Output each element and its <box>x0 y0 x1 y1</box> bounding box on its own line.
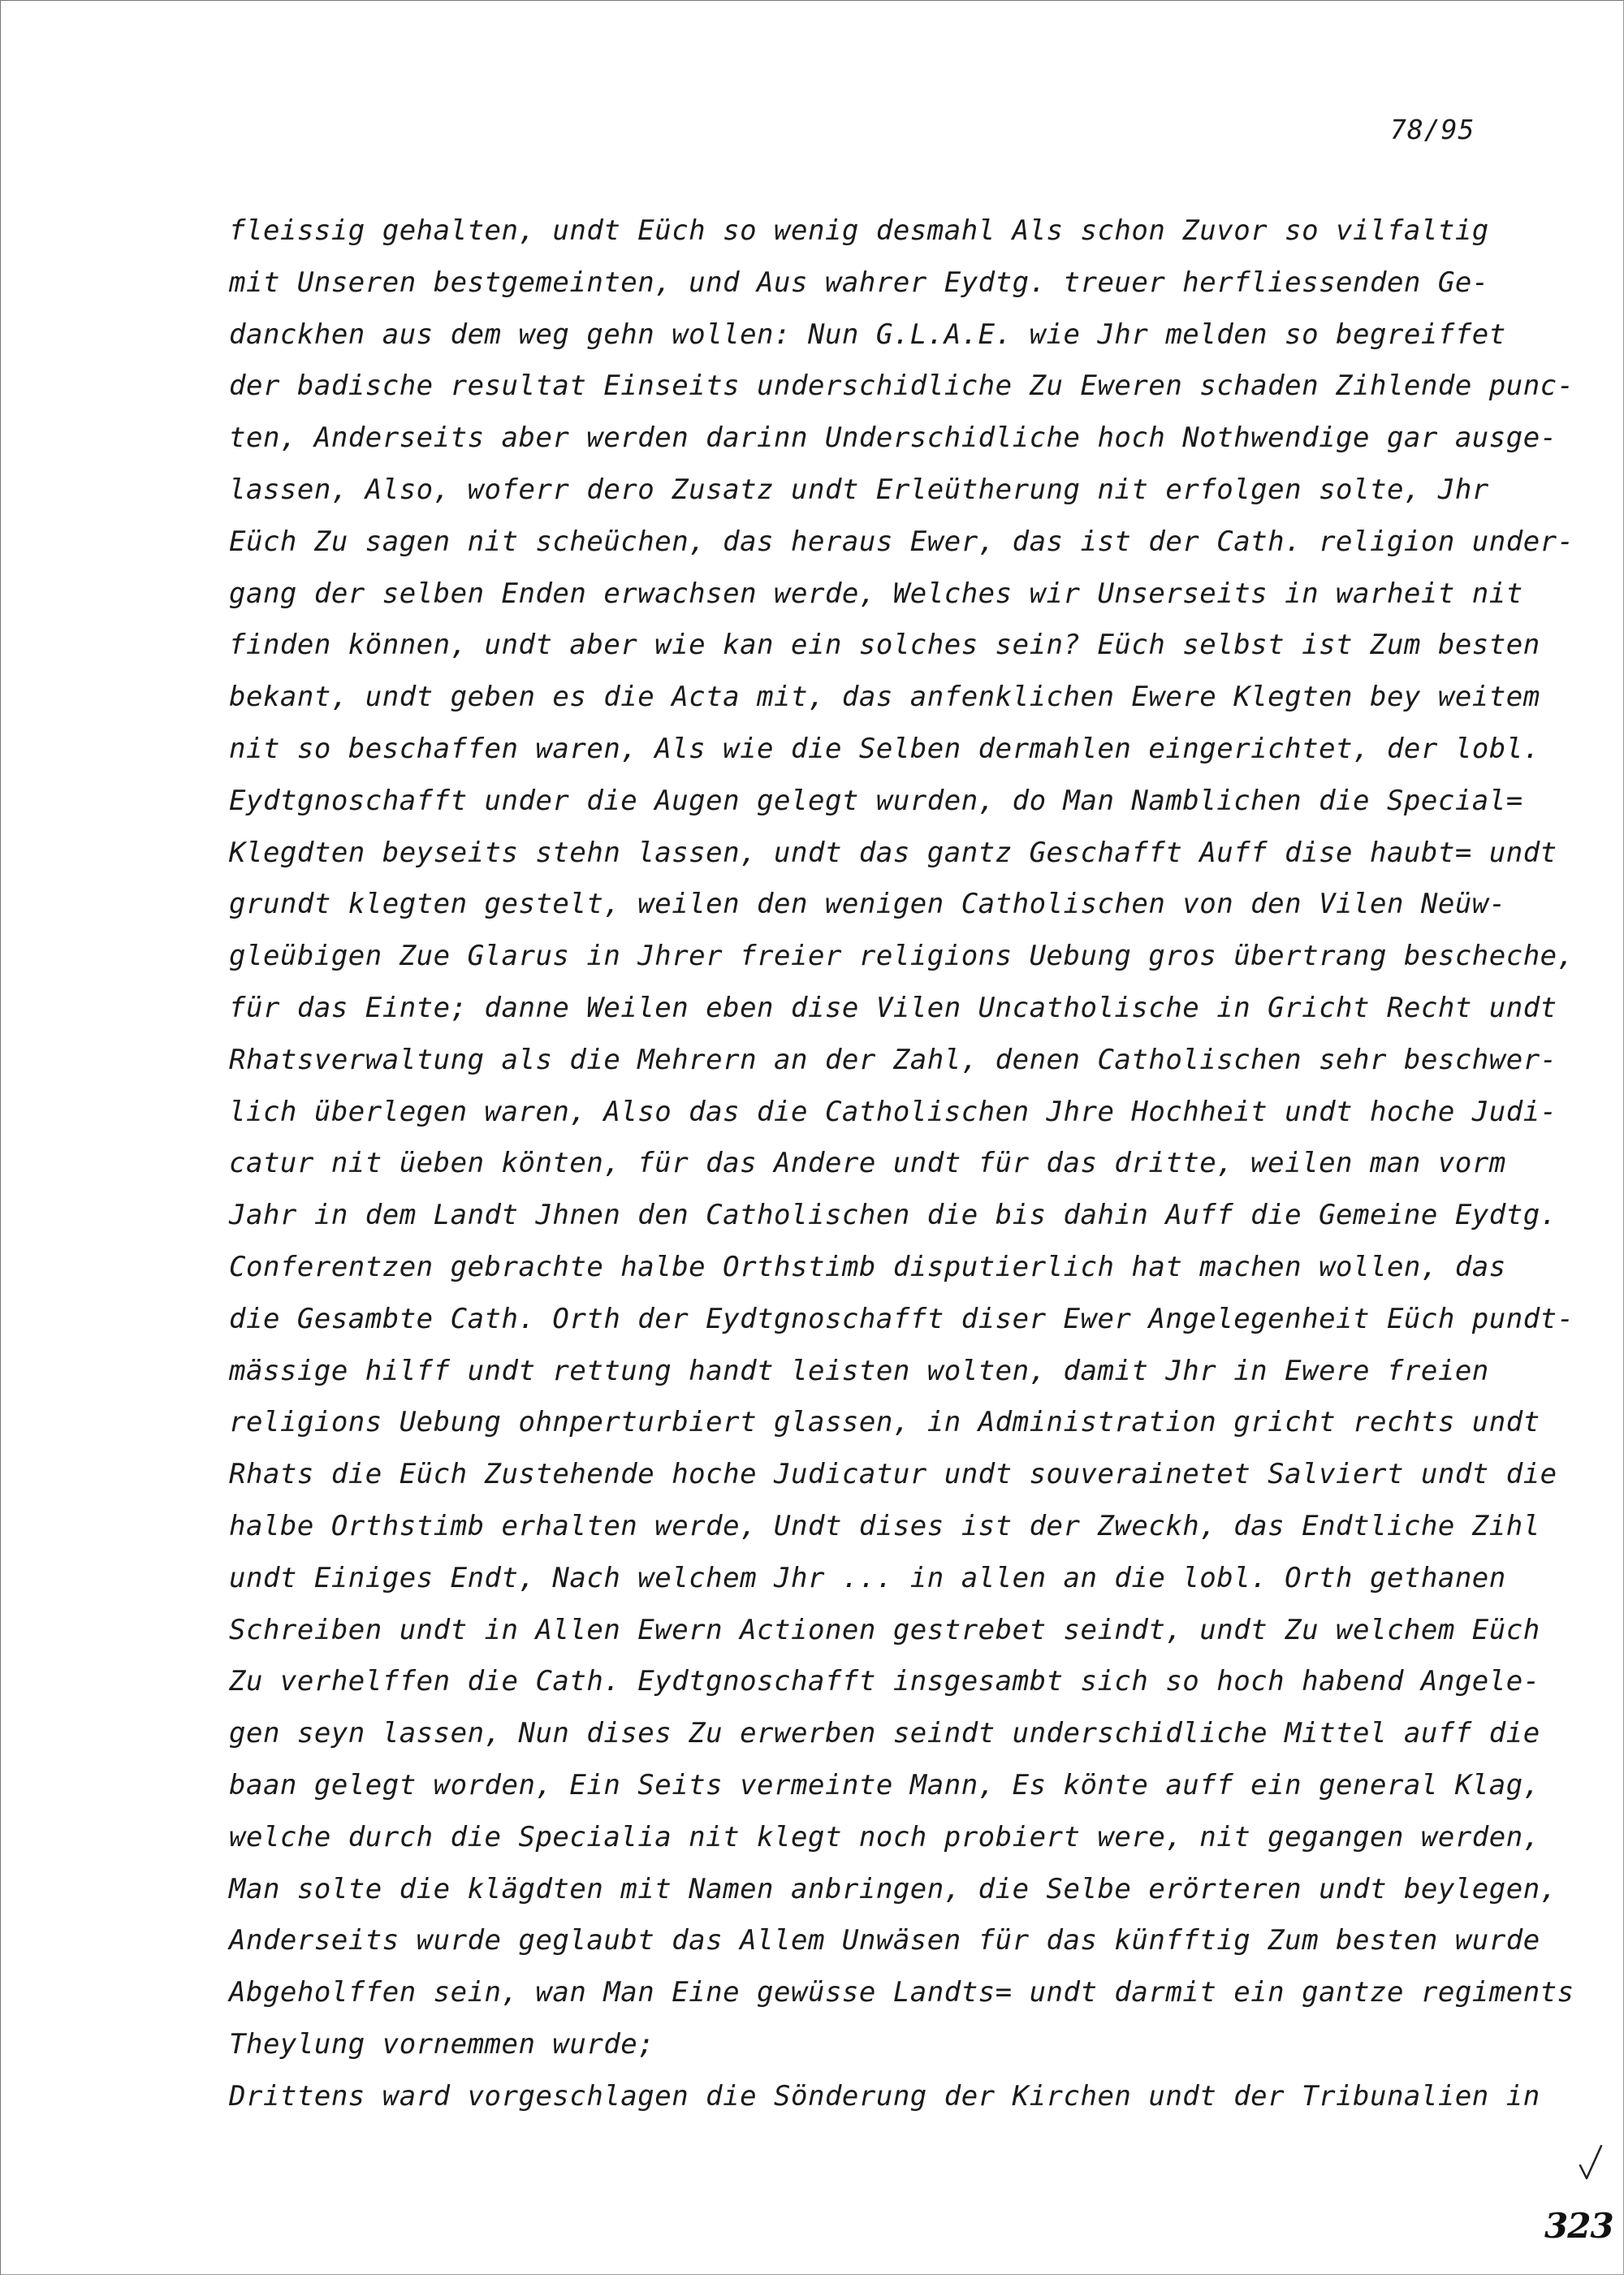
text-line: halbe Orthstimb erhalten werde, Undt dises ist der Zweckh, das Endtliche Zihl <box>229 1509 1540 1542</box>
text-line: lich überlegen waren, Also das die Catholischen Jhre Hochheit undt hoche Judi- <box>229 1095 1557 1128</box>
text-line: Man solte die klägdten mit Namen anbringen, die Selbe erörteren undt beylegen, <box>229 1872 1557 1905</box>
text-line: der badische resultat Einseits underschidliche Zu Eweren schaden Zihlende punc- <box>229 370 1574 403</box>
text-line: fleissig gehalten, undt Eüch so wenig desmahl Als schon Zuvor so vilfaltig <box>229 214 1489 247</box>
text-line: Rhatsverwaltung als die Mehrern an der Zahl, denen Catholischen sehr beschwer- <box>229 1043 1557 1076</box>
checkmark-icon <box>1577 2143 1605 2183</box>
text-line: nit so beschaffen waren, Als wie die Selben dermahlen eingerichtet, der lobl. <box>229 732 1540 765</box>
text-line: Eüch Zu sagen nit scheüchen, das heraus Ewer, das ist der Cath. religion under- <box>229 525 1574 558</box>
text-line: welche durch die Specialia nit klegt noch probiert were, nit gegangen werden, <box>229 1820 1540 1853</box>
text-line: Rhats die Eüch Zustehende hoche Judicatur undt souverainetet Salviert undt die <box>229 1458 1557 1491</box>
text-line: gang der selben Enden erwachsen werde, Welches wir Unserseits in warheit nit <box>229 577 1523 610</box>
text-line: Theylung vornemmen wurde; <box>229 2027 655 2061</box>
text-line: danckhen aus dem weg gehn wollen: Nun G.L.A.E. wie Jhr melden so begreiffet <box>229 318 1506 351</box>
text-line: finden können, undt aber wie kan ein solches sein? Eüch selbst ist Zum besten <box>229 629 1540 662</box>
text-line: undt Einiges Endt, Nach welchem Jhr ... in allen an die lobl. Orth gethanen <box>229 1561 1506 1594</box>
text-line: grundt klegten gestelt, weilen den wenigen Catholischen von den Vilen Neüw- <box>229 888 1506 921</box>
document-body <box>229 205 1574 2122</box>
text-line: baan gelegt worden, Ein Seits vermeinte Mann, Es könte auff ein general Klag, <box>229 1768 1540 1801</box>
text-line: lassen, Also, woferr dero Zusatz undt Erleütherung nit erfolgen solte, Jhr <box>229 473 1489 506</box>
text-line: mässige hilff undt rettung handt leisten wolten, damit Jhr in Ewere freien <box>229 1354 1489 1387</box>
text-line: Drittens ward vorgeschlagen die Sönderung der Kirchen undt der Tribunalien in <box>229 2079 1540 2113</box>
text-line: Anderseits wurde geglaubt das Allem Unwäsen für das künfftig Zum besten wurde <box>229 1924 1540 1957</box>
text-line: gleübigen Zue Glarus in Jhrer freier religions Uebung gros übertrang bescheche, <box>229 940 1574 973</box>
text-line: für das Einte; danne Weilen eben dise Vilen Uncatholische in Gricht Recht undt <box>229 991 1557 1024</box>
text-line: Schreiben undt in Allen Ewern Actionen gestrebet seindt, undt Zu welchem Eüch <box>229 1613 1540 1646</box>
text-line: Jahr in dem Landt Jhnen den Catholischen die bis dahin Auff die Gemeine Eydtg. <box>229 1199 1557 1232</box>
text-line: gen seyn lassen, Nun dises Zu erwerben seindt underschidliche Mittel auff die <box>229 1717 1540 1750</box>
page-number: 78/95 <box>1390 114 1475 145</box>
stamp-number: 323 <box>1544 2206 1613 2246</box>
text-line: bekant, undt geben es die Acta mit, das anfenklichen Ewere Klegten bey weitem <box>229 681 1540 714</box>
text-line: Zu verhelffen die Cath. Eydtgnoschafft insgesambt sich so hoch habend Angele- <box>229 1665 1540 1698</box>
text-line: Klegdten beyseits stehn lassen, undt das gantz Geschafft Auff dise haubt= undt <box>229 836 1557 869</box>
text-line: religions Uebung ohnperturbiert glassen, in Administration gricht rechts undt <box>229 1406 1540 1439</box>
text-line: die Gesambte Cath. Orth der Eydtgnoschafft diser Ewer Angelegenheit Eüch pundt- <box>229 1302 1574 1335</box>
text-line: Abgeholffen sein, wan Man Eine gewüsse Landts= undt darmit ein gantze regiments <box>229 1976 1574 2009</box>
text-line: catur nit üeben könten, für das Andere undt für das dritte, weilen man vorm <box>229 1147 1506 1180</box>
text-line: Eydtgnoschafft under die Augen gelegt wurden, do Man Namblichen die Special= <box>229 784 1523 817</box>
text-line: Conferentzen gebrachte halbe Orthstimb disputierlich hat machen wollen, das <box>229 1250 1506 1283</box>
text-line: ten, Anderseits aber werden darinn Underschidliche hoch Nothwendige gar ausge- <box>229 422 1557 455</box>
text-line: mit Unseren bestgemeinten, und Aus wahrer Eydtg. treuer herfliessenden Ge- <box>229 266 1489 299</box>
